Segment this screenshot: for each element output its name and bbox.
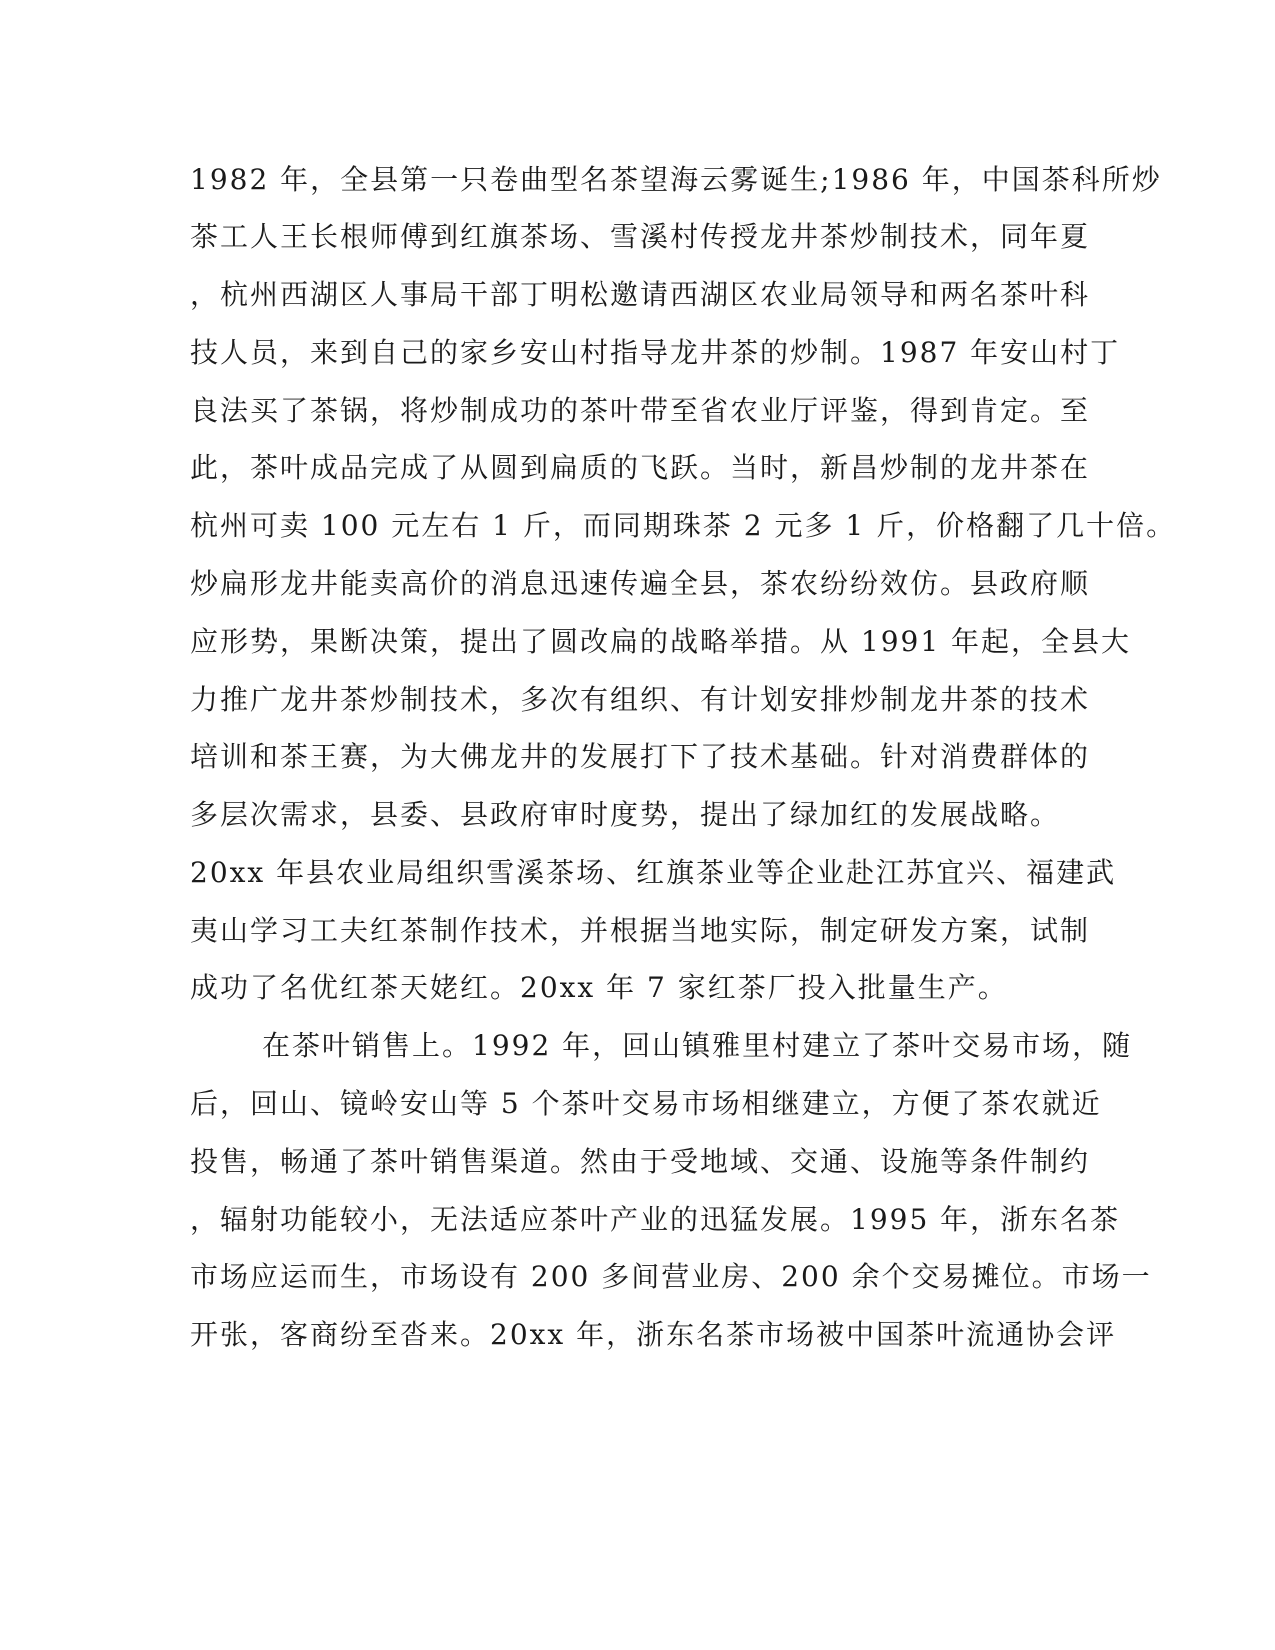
text-line: 力推广龙井茶炒制技术，多次有组织、有计划安排炒制龙井茶的技术 <box>190 683 1091 716</box>
text-line: 成功了名优红茶天姥红。20xx 年 7 家红茶厂投入批量生产。 <box>190 971 1008 1004</box>
text-line: ，辐射功能较小，无法适应茶叶产业的迅猛发展。1995 年，浙东名茶 <box>190 1203 1121 1236</box>
text-line: 茶工人王长根师傅到红旗茶场、雪溪村传授龙井茶炒制技术，同年夏 <box>190 220 1091 253</box>
text-line: 开张，客商纷至沓来。20xx 年，浙东名茶市场被中国茶叶流通协会评 <box>190 1318 1117 1351</box>
text-line: 1982 年，全县第一只卷曲型名茶望海云雾诞生;1986 年，中国茶科所炒 <box>190 163 1162 196</box>
text-line: 夷山学习工夫红茶制作技术，并根据当地实际，制定研发方案，试制 <box>190 914 1091 947</box>
text-line: 此，茶叶成品完成了从圆到扁质的飞跃。当时，新昌炒制的龙井茶在 <box>190 451 1091 484</box>
text-line: 良法买了茶锅，将炒制成功的茶叶带至省农业厅评鉴，得到肯定。至 <box>190 394 1091 427</box>
text-line: 技人员，来到自己的家乡安山村指导龙井茶的炒制。1987 年安山村丁 <box>190 336 1121 369</box>
text-line: 市场应运而生，市场设有 200 多间营业房、200 余个交易摊位。市场一 <box>190 1260 1152 1293</box>
text-line-indented: 在茶叶销售上。1992 年，回山镇雅里村建立了茶叶交易市场，随 <box>262 1029 1133 1062</box>
text-line: 多层次需求，县委、县政府审时度势，提出了绿加红的发展战略。 <box>190 798 1061 831</box>
text-line: 培训和茶王赛，为大佛龙井的发展打下了技术基础。针对消费群体的 <box>190 740 1091 773</box>
text-line: 炒扁形龙井能卖高价的消息迅速传遍全县，茶农纷纷效仿。县政府顺 <box>190 567 1091 600</box>
text-line: 投售，畅通了茶叶销售渠道。然由于受地域、交通、设施等条件制约 <box>190 1145 1091 1178</box>
text-line: 杭州可卖 100 元左右 1 斤，而同期珠茶 2 元多 1 斤，价格翻了几十倍。 <box>190 509 1177 542</box>
text-line: 后，回山、镜岭安山等 5 个茶叶交易市场相继建立，方便了茶农就近 <box>190 1087 1102 1120</box>
text-line: ，杭州西湖区人事局干部丁明松邀请西湖区农业局领导和两名茶叶科 <box>190 278 1091 311</box>
text-line: 应形势，果断决策，提出了圆改扁的战略举措。从 1991 年起，全县大 <box>190 625 1132 658</box>
text-line: 20xx 年县农业局组织雪溪茶场、红旗茶业等企业赴江苏宜兴、福建武 <box>190 856 1117 889</box>
